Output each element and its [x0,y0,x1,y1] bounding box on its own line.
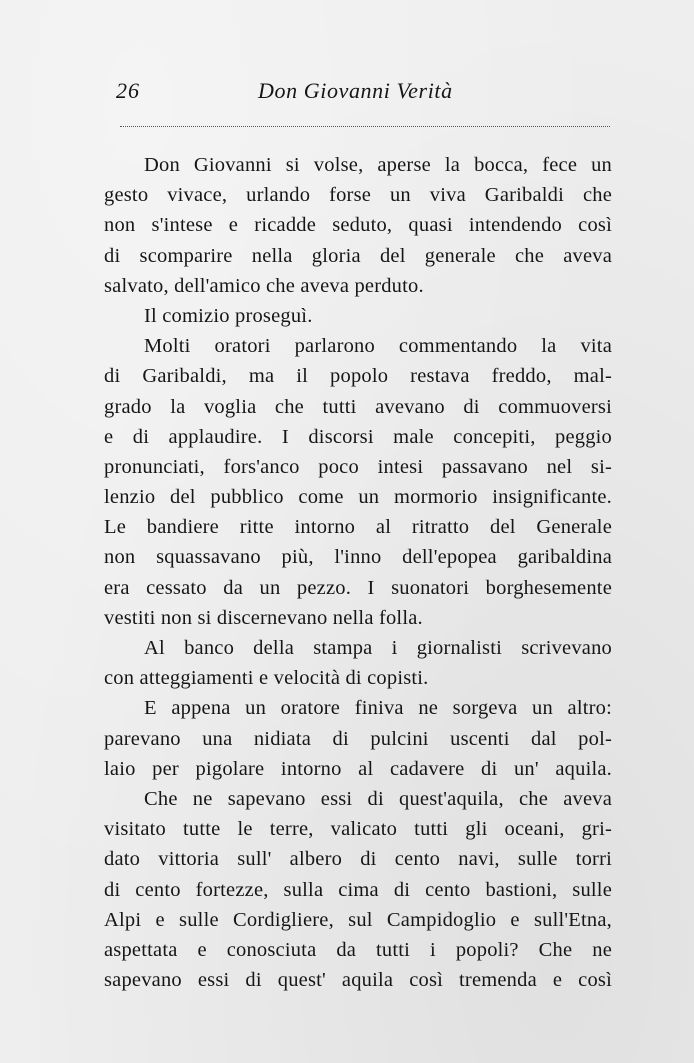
page-header [116,78,612,112]
text-line: grado la voglia che tutti avevano di commuoversi [104,395,612,418]
text-line: aspettata e conosciuta da tutti i popoli? Che ne [104,938,612,961]
text-line: e di applaudire. I discorsi male concepiti, peggio [104,425,612,448]
text-line: parevano una nidiata di pulcini uscenti dal pol- [104,727,612,750]
text-line: Il comizio proseguì. [144,304,313,327]
text-line: laio per pigolare intorno al cadavere di un' aquila. [104,757,612,780]
text-line: Al banco della stampa i giornalisti scrivevano [144,637,612,659]
text-line: non s'intese e ricadde seduto, quasi intendendo così [104,214,612,237]
text-line: di Garibaldi, ma il popolo restava freddo, mal- [104,365,612,388]
text-line: sapevano essi di quest' aquila così tremenda e così [104,969,612,992]
text-line: dato vittoria sull' albero di cento navi, sulle torri [104,848,612,871]
text-line: con atteggiamenti e velocità di copisti. [104,667,429,690]
text-line: era cessato da un pezzo. I suonatori borghesemente [104,576,612,599]
text-line: di scomparire nella gloria del generale che aveva [104,244,612,267]
text-line: gesto vivace, urlando forse un viva Garibaldi che [104,184,612,207]
text-line: di cento fortezze, sulla cima di cento bastioni, sulle [104,878,612,901]
text-line: salvato, dell'amico che aveva perduto. [104,274,424,297]
text-line: visitato tutte le terre, valicato tutti gli oceani, gri- [104,818,612,841]
text-line: Alpi e sulle Cordigliere, sul Campidoglio e sull'Etna, [104,908,612,931]
running-title: Don Giovanni Verità [258,78,453,103]
text-line: E appena un oratore finiva ne sorgeva un altro: [144,697,612,720]
text-line: non squassavano più, l'inno dell'epopea garibaldina [104,546,612,569]
text-line: Che ne sapevano essi di quest'aquila, che aveva [144,787,612,810]
body-text [104,150,612,995]
header-divider [120,126,610,127]
text-line: Don Giovanni si volse, aperse la bocca, fece un [144,154,612,176]
text-line: lenzio del pubblico come un mormorio insignificante. [104,486,612,509]
page-number: 26 [116,78,140,103]
text-line: Molti oratori parlarono commentando la vita [144,335,612,358]
text-line: pronunciati, fors'anco poco intesi passavano nel si- [104,455,612,478]
text-line: Le bandiere ritte intorno al ritratto del Generale [104,516,612,539]
text-line: vestiti non si discernevano nella folla. [104,606,423,629]
